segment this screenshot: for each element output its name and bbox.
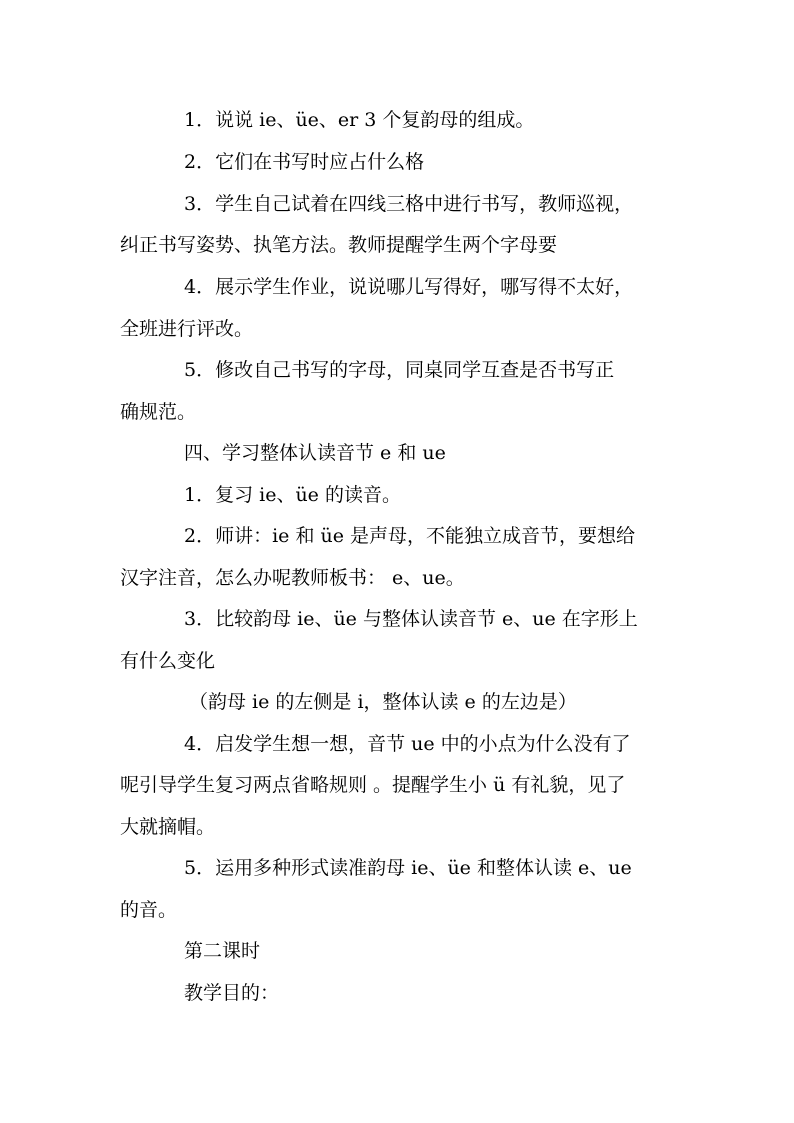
- paragraph-line: 3．学生自己试着在四线三格中进行书写，教师巡视，: [184, 193, 634, 215]
- paragraph-line: 大就摘帽。: [120, 816, 216, 838]
- paragraph-line: 呢引导学生复习两点省略规则 。提醒学生小 ü 有礼貌，见了: [120, 774, 626, 796]
- paragraph-line: （韵母 ie 的左侧是 i，整体认读 e 的左边是）: [189, 691, 577, 713]
- paragraph-line: 全班进行评改。: [120, 318, 254, 340]
- paragraph-line: 4．启发学生想一想，音节 ue 中的小点为什么没有了: [184, 733, 631, 755]
- paragraph-line: 2．它们在书写时应占什么格: [184, 151, 425, 173]
- paragraph-line: 1．复习 ie、üe 的读音。: [184, 484, 401, 506]
- paragraph-line: 3．比较韵母 ie、üe 与整体认读音节 e、ue 在字形上: [184, 608, 638, 630]
- paragraph-line: 纠正书写姿势、执笔方法。教师提醒学生两个字母要: [120, 234, 558, 256]
- section-heading: 四、学习整体认读音节 e 和 ue: [184, 442, 446, 464]
- paragraph-line: 2．师讲：ie 和 üe 是声母，不能独立成音节，要想给: [184, 525, 636, 547]
- paragraph-line: 教学目的：: [184, 982, 280, 1004]
- paragraph-line: 确规范。: [120, 401, 197, 423]
- paragraph-line: 5．修改自己书写的字母，同桌同学互查是否书写正: [184, 359, 615, 381]
- paragraph-line: 的音。: [120, 899, 178, 921]
- paragraph-line: 4．展示学生作业，说说哪儿写得好，哪写得不太好，: [184, 276, 634, 298]
- paragraph-line: 汉字注音，怎么办呢教师板书： e、ue。: [120, 567, 465, 589]
- paragraph-line: 有什么变化: [120, 650, 216, 672]
- section-heading: 第二课时: [184, 940, 261, 962]
- paragraph-line: 1．说说 ie、üe、er 3 个复韵母的组成。: [184, 109, 535, 131]
- paragraph-line: 5．运用多种形式读准韵母 ie、üe 和整体认读 e、ue: [184, 857, 632, 879]
